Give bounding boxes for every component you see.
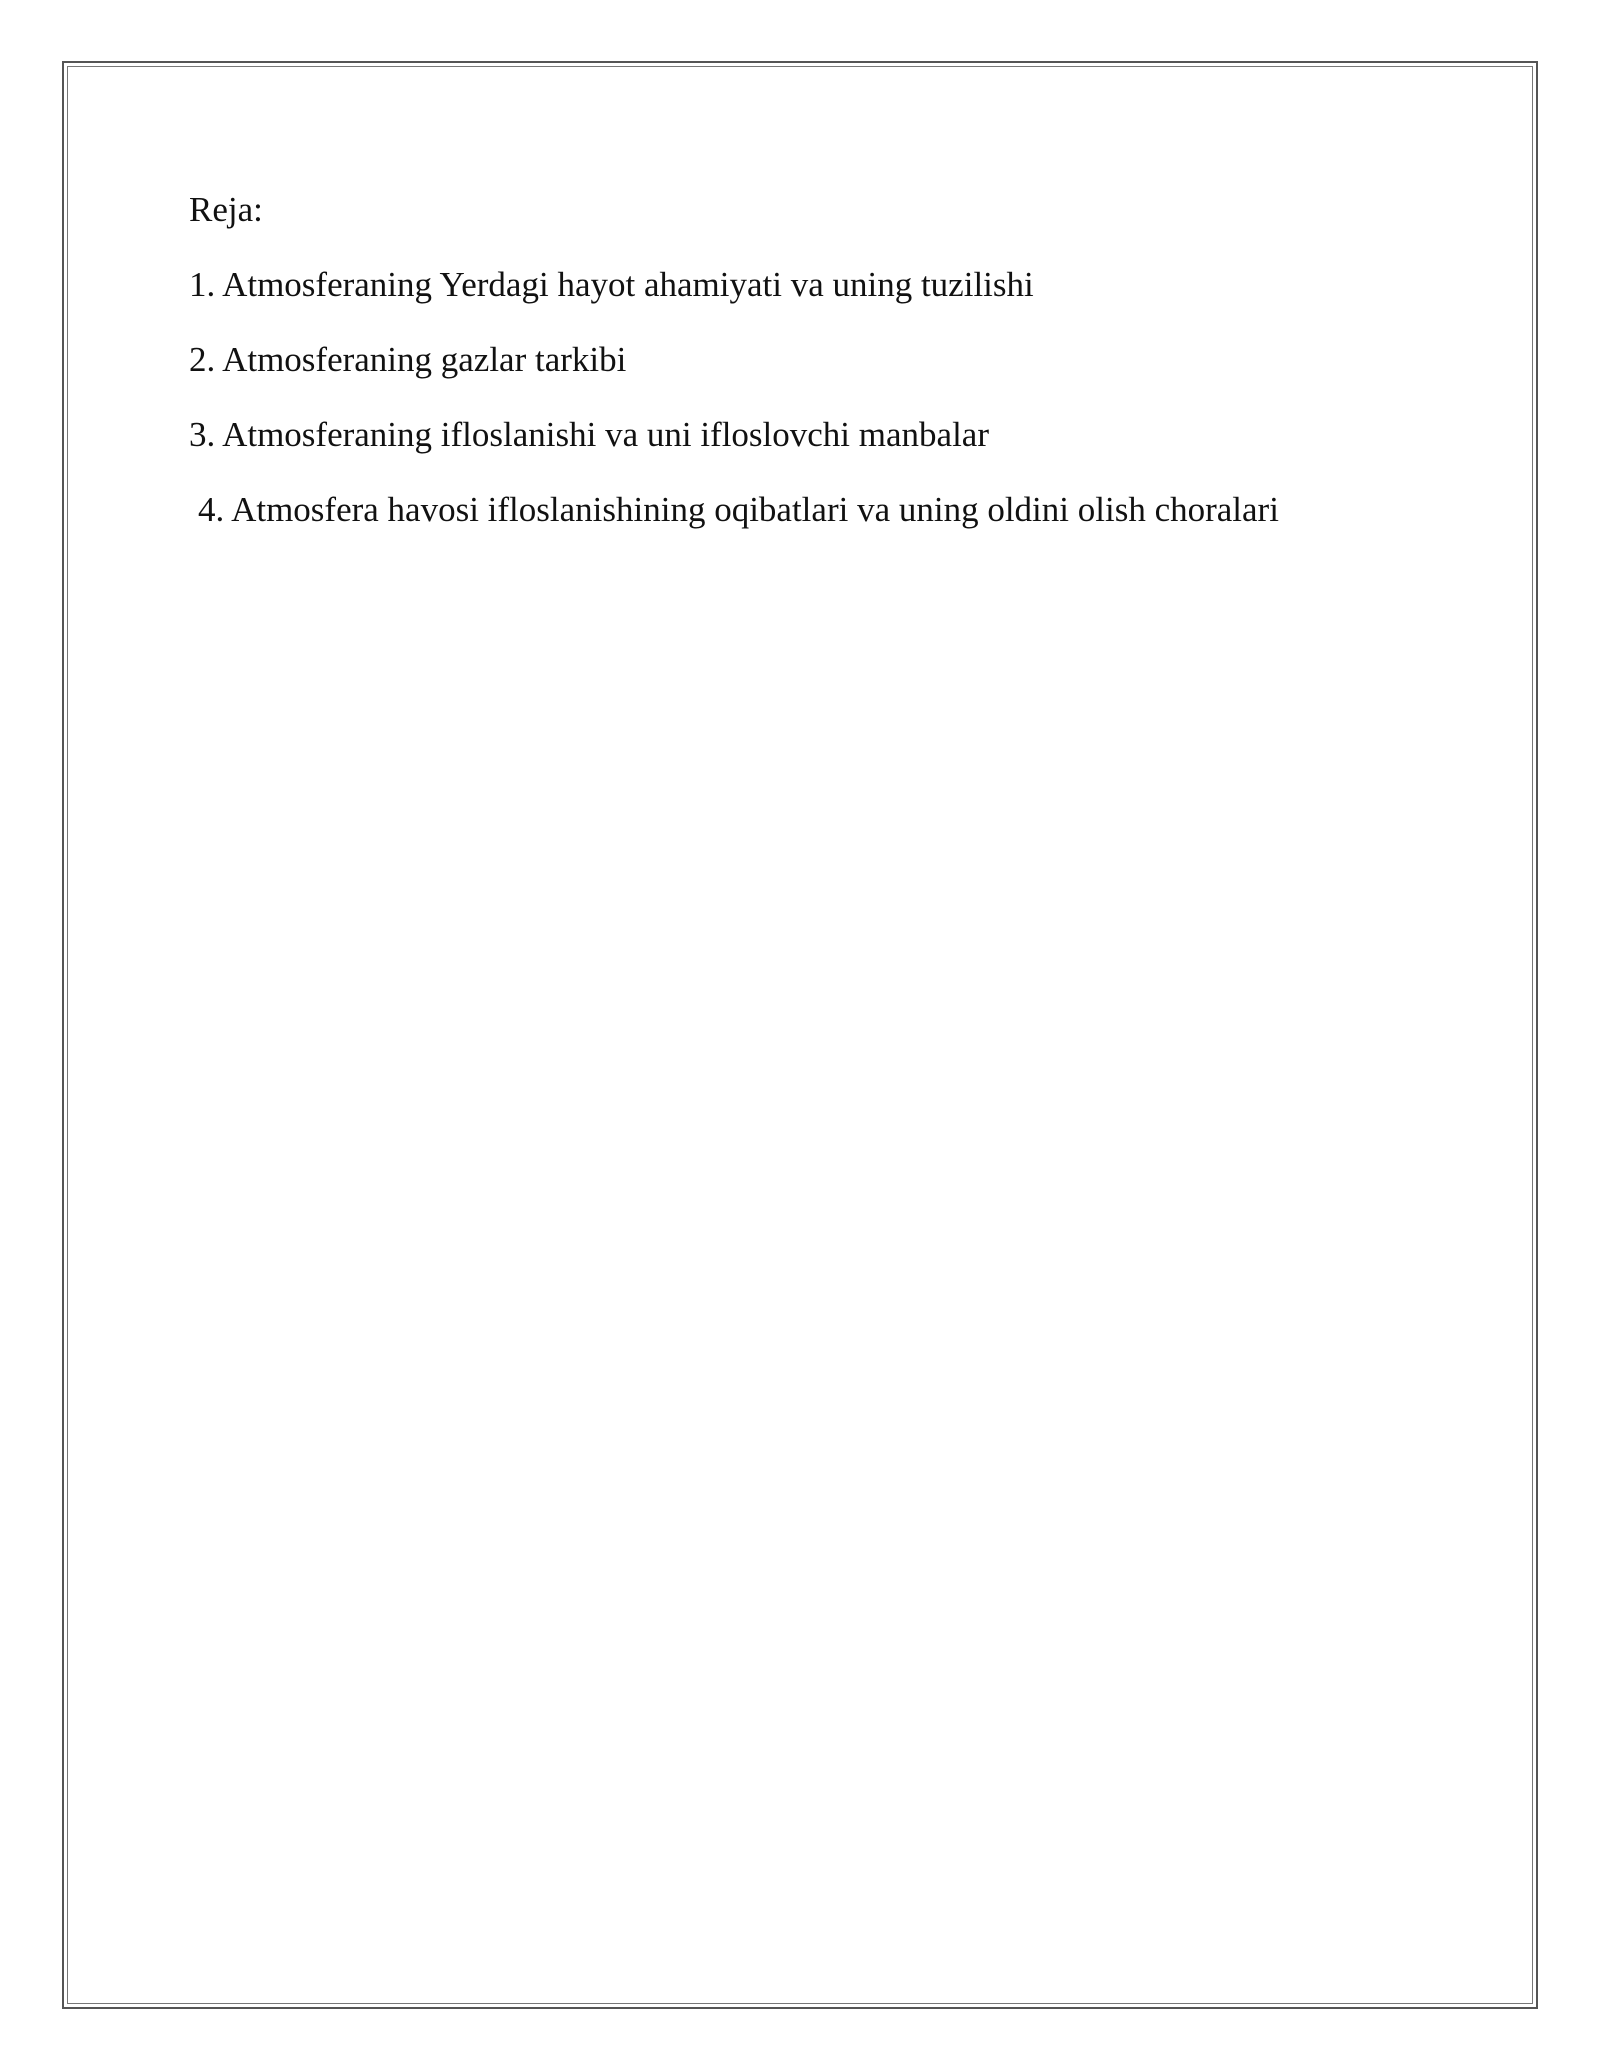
plan-item-1: 1. Atmosferaning Yerdagi hayot ahamiyati va uning tuzilishi [189,265,1034,304]
plan-heading: Reja: [189,190,263,229]
plan-item-4: 4. Atmosfera havosi ifloslanishining oqibatlari va uning oldini olish choralari [198,490,1279,529]
document-content [189,188,1429,563]
plan-list [189,263,1429,532]
plan-item-2: 2. Atmosferaning gazlar tarkibi [189,340,627,379]
plan-item-3: 3. Atmosferaning ifloslanishi va uni ifloslovchi manbalar [189,415,989,454]
